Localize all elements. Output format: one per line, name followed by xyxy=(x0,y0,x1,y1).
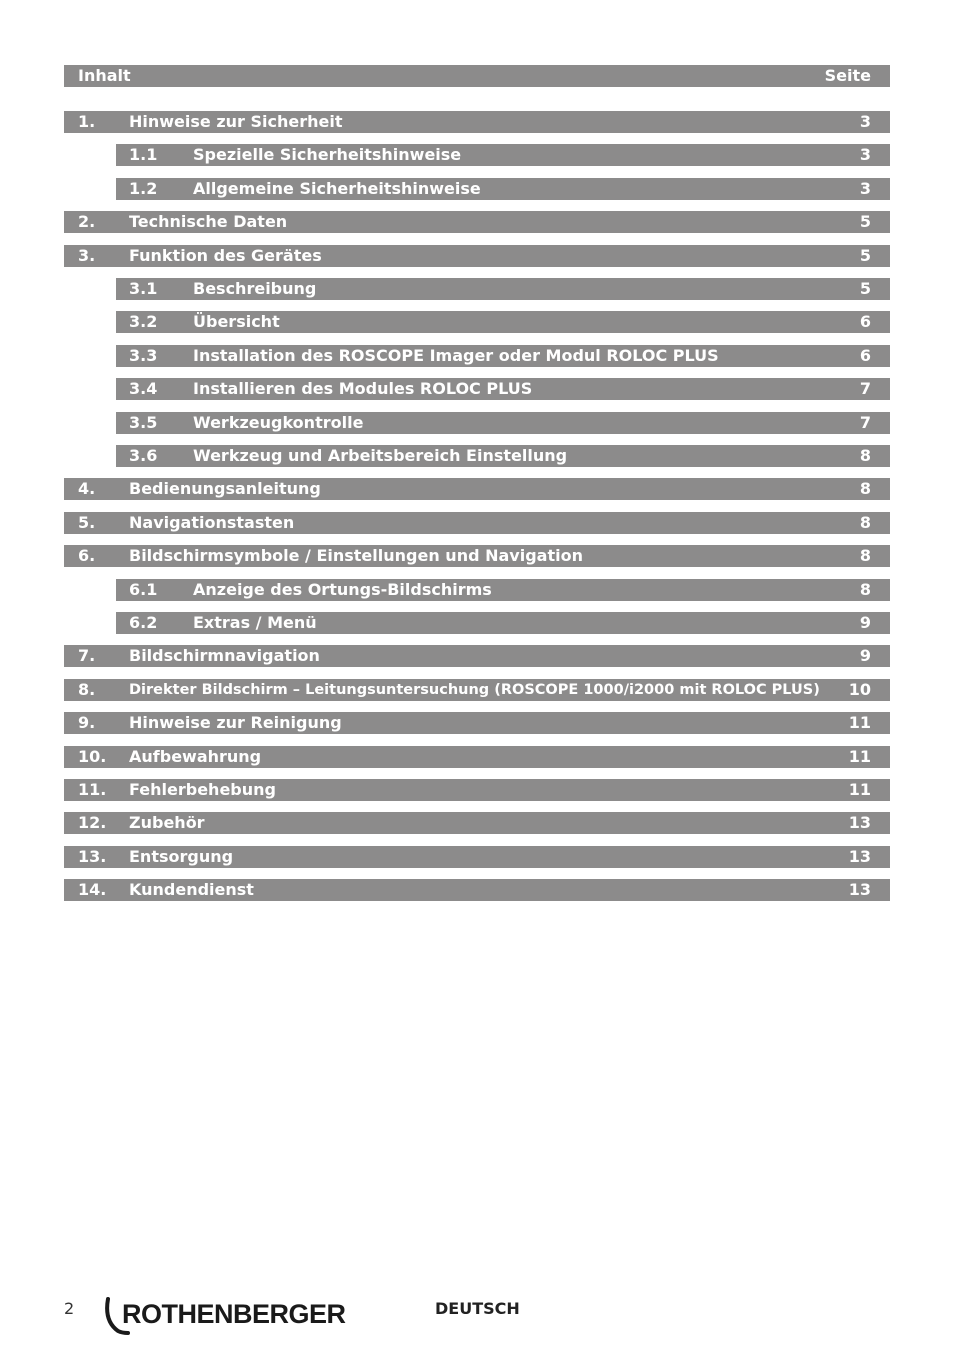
toc-entry-title: Funktion des Gerätes xyxy=(129,246,322,265)
toc-entry-title: Navigationstasten xyxy=(129,513,295,532)
toc-entry[interactable] xyxy=(64,245,890,267)
toc-entry-page: 5 xyxy=(859,212,871,231)
toc-entry-title: Installation des ROSCOPE Imager oder Modul ROLOC PLUS xyxy=(193,346,719,365)
toc-entry[interactable] xyxy=(64,846,890,868)
toc-entry-title: Bedienungsanleitung xyxy=(129,479,321,498)
toc-entry[interactable] xyxy=(64,679,890,701)
toc-entry[interactable] xyxy=(64,879,890,901)
toc-entry-title: Aufbewahrung xyxy=(129,747,262,766)
toc-entry-number: 6.2 xyxy=(129,613,158,632)
toc-entry-page: 8 xyxy=(859,580,871,599)
toc-entry[interactable] xyxy=(116,144,890,166)
toc-entry-page: 3 xyxy=(859,179,871,198)
toc-entry[interactable] xyxy=(116,378,890,400)
toc-entry-number: 11. xyxy=(78,780,107,799)
page-number: 2 xyxy=(64,1299,75,1318)
toc-entry-title: Fehlerbehebung xyxy=(129,780,276,799)
toc-entry-number: 1.1 xyxy=(129,145,158,164)
toc-entry-number: 1.2 xyxy=(129,179,158,198)
toc-entry-number: 1. xyxy=(78,112,96,131)
toc-entry-title: Kundendienst xyxy=(129,880,254,899)
toc-entry[interactable] xyxy=(116,178,890,200)
toc-entry-number: 3.6 xyxy=(129,446,158,465)
brand-logo-text: ROTHENBERGER xyxy=(122,1299,346,1329)
toc-entry-page: 9 xyxy=(859,646,871,665)
toc-entry-title: Spezielle Sicherheitshinweise xyxy=(193,145,462,164)
toc-entry-number: 3.3 xyxy=(129,346,158,365)
toc-entry-number: 3. xyxy=(78,246,96,265)
toc-entry[interactable] xyxy=(64,812,890,834)
toc-entry-page: 9 xyxy=(859,613,871,632)
toc-entry-title: Direkter Bildschirm – Leitungsuntersuchung (ROSCOPE 1000/i2000 mit ROLOC PLUS) xyxy=(129,682,820,698)
toc-entry-title: Entsorgung xyxy=(129,847,234,866)
toc-entry-number: 3.5 xyxy=(129,413,158,432)
toc-entry[interactable] xyxy=(116,278,890,300)
toc-entry-title: Beschreibung xyxy=(193,279,317,298)
toc-header-label: Inhalt xyxy=(78,66,131,85)
toc-entry[interactable] xyxy=(64,645,890,667)
toc-entry[interactable] xyxy=(64,478,890,500)
toc-entry-number: 14. xyxy=(78,880,107,899)
toc-entry[interactable] xyxy=(64,545,890,567)
toc-entry-number: 2. xyxy=(78,212,96,231)
toc-entry-title: Bildschirmsymbole / Einstellungen und Navigation xyxy=(129,546,583,565)
toc-entry[interactable] xyxy=(64,712,890,734)
toc-entry-page: 3 xyxy=(859,112,871,131)
rothenberger-logo xyxy=(102,1293,352,1337)
toc-entry-page: 7 xyxy=(859,379,871,398)
toc-entry-title: Werkzeug und Arbeitsbereich Einstellung xyxy=(193,446,568,465)
toc-entry-page: 8 xyxy=(859,479,871,498)
toc-entry-title: Hinweise zur Sicherheit xyxy=(129,112,343,131)
toc-entry-title: Werkzeugkontrolle xyxy=(193,413,364,432)
language-label: DEUTSCH xyxy=(435,1299,520,1318)
toc-entry-title: Zubehör xyxy=(129,813,205,832)
toc-entry[interactable] xyxy=(64,746,890,768)
toc-entry-number: 3.1 xyxy=(129,279,158,298)
toc-entry[interactable] xyxy=(64,211,890,233)
toc-entry-number: 5. xyxy=(78,513,96,532)
toc-entry[interactable] xyxy=(64,111,890,133)
toc-entry-number: 9. xyxy=(78,713,96,732)
toc-entry[interactable] xyxy=(116,412,890,434)
toc-entry-page: 8 xyxy=(859,446,871,465)
toc-entry-page: 3 xyxy=(859,145,871,164)
toc-entry-number: 3.2 xyxy=(129,312,158,331)
toc-entry[interactable] xyxy=(116,345,890,367)
toc-header-page-label: Seite xyxy=(824,66,871,85)
toc-entry-page: 8 xyxy=(859,546,871,565)
toc-entry-page: 13 xyxy=(848,880,871,899)
toc-entry-number: 6. xyxy=(78,546,96,565)
toc-entry-page: 13 xyxy=(848,813,871,832)
toc-entry[interactable] xyxy=(64,512,890,534)
toc-entry-page: 13 xyxy=(848,847,871,866)
toc-entry-page: 5 xyxy=(859,279,871,298)
toc-entry-title: Technische Daten xyxy=(129,212,288,231)
toc-entry-title: Installieren des Modules ROLOC PLUS xyxy=(193,379,533,398)
toc-entry[interactable] xyxy=(116,579,890,601)
toc-entry-page: 10 xyxy=(848,680,871,699)
toc-entry-number: 3.4 xyxy=(129,379,158,398)
toc-entry-number: 4. xyxy=(78,479,96,498)
toc-entry-number: 7. xyxy=(78,646,96,665)
toc-entry-page: 6 xyxy=(859,346,871,365)
toc-entry[interactable] xyxy=(116,311,890,333)
toc-entry-page: 11 xyxy=(848,713,871,732)
toc-entry-number: 8. xyxy=(78,680,96,699)
toc-entry-page: 11 xyxy=(848,747,871,766)
toc-entry-page: 8 xyxy=(859,513,871,532)
toc-entry-number: 6.1 xyxy=(129,580,158,599)
toc-entry-number: 12. xyxy=(78,813,107,832)
toc-entry-page: 11 xyxy=(848,780,871,799)
toc-entry-number: 10. xyxy=(78,747,107,766)
toc-entry-title: Anzeige des Ortungs-Bildschirms xyxy=(193,580,492,599)
toc-entry-title: Hinweise zur Reinigung xyxy=(129,713,342,732)
toc-entry[interactable] xyxy=(116,445,890,467)
toc-entry[interactable] xyxy=(116,612,890,634)
toc-entry-number: 13. xyxy=(78,847,107,866)
toc-entry-page: 7 xyxy=(859,413,871,432)
toc-entry-title: Bildschirmnavigation xyxy=(129,646,320,665)
toc-header xyxy=(64,65,890,87)
toc-entry[interactable] xyxy=(64,779,890,801)
toc-entry-title: Extras / Menü xyxy=(193,613,317,632)
toc-entry-page: 5 xyxy=(859,246,871,265)
toc-entry-title: Allgemeine Sicherheitshinweise xyxy=(193,179,481,198)
toc-entry-page: 6 xyxy=(859,312,871,331)
toc-entry-title: Übersicht xyxy=(193,312,280,331)
